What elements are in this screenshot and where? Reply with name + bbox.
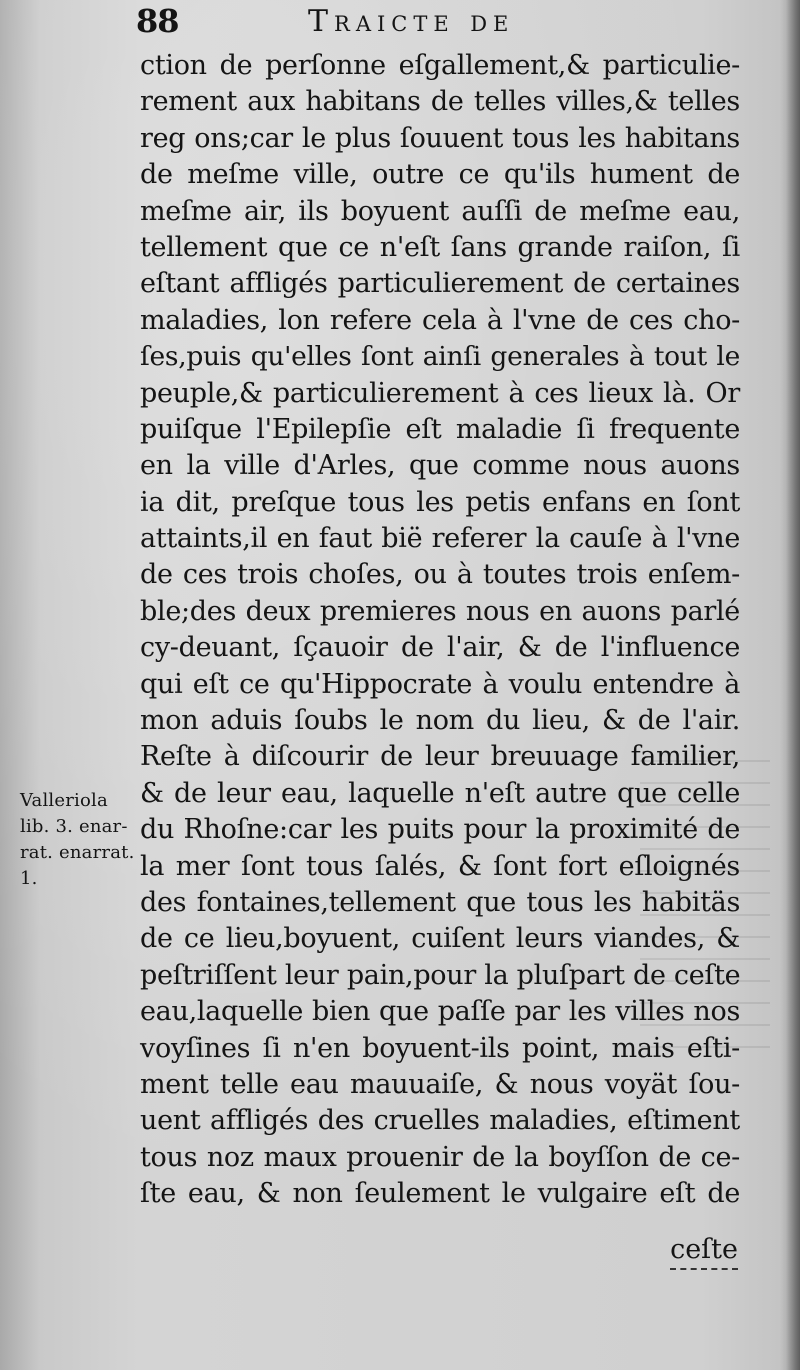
- margin-note: [20, 788, 160, 892]
- margin-note-line: lib. 3. enar-: [20, 816, 128, 837]
- text-line: en la ville d'Arles, que comme nous auons: [140, 450, 740, 482]
- text-line: voyſines ſi n'en boyuent-ils point, mais eſti-: [140, 1032, 740, 1064]
- margin-note-line: 1.: [20, 868, 38, 889]
- text-line: maladies, lon refere cela à l'vne de ces cho-: [140, 304, 740, 336]
- text-line: uent affligés des cruelles maladies, eſtiment: [140, 1105, 740, 1137]
- page-header: [128, 2, 728, 42]
- text-line: peſtriſſent leur pain,pour la pluſpart de ceſte: [140, 959, 741, 991]
- text-line: ction de perſonne eſgallement,& particulie-: [140, 50, 740, 81]
- body-text: [140, 48, 740, 1213]
- text-line: eau,laquelle bien que paſſe par les villes nos: [140, 996, 740, 1028]
- text-line: ſte eau, & non ſeulement le vulgaire eſt de: [140, 1178, 740, 1210]
- page-number: 88: [136, 2, 179, 40]
- text-line: Reſte à diſcourir de leur breuuage familier,: [140, 741, 740, 773]
- text-line: cy-deuant, ſçauoir de l'air, & de l'influence: [140, 632, 740, 664]
- text-line: de ces trois choſes, ou à toutes trois enſem-: [140, 559, 740, 591]
- text-line: ia dit, preſque tous les petis enfans en ſont: [140, 486, 740, 518]
- text-line: ble;des deux premieres nous en auons parlé: [140, 595, 740, 627]
- text-line: ſes,puis qu'elles ſont ainſi generales à tout le: [140, 341, 740, 373]
- text-line: rement aux habitans de telles villes,& telles: [140, 86, 740, 118]
- catchword: ceſte: [670, 1232, 738, 1270]
- text-line: puiſque l'Epilepſie eſt maladie ſi frequente: [140, 413, 740, 445]
- text-line: reg ons;car le plus ſouuent tous les habitans: [140, 122, 740, 154]
- running-head: Traicte de: [308, 4, 515, 39]
- text-line: mon aduis ſoubs le nom du lieu, & de l'air.: [140, 705, 740, 737]
- text-line: de ce lieu,boyuent, cuiſent leurs viandes, &: [140, 923, 740, 955]
- text-line: de meſme ville, outre ce qu'ils hument de: [140, 159, 740, 191]
- text-line: meſme air, ils boyuent auſſi de meſme eau,: [140, 195, 740, 227]
- text-line: ment telle eau mauuaiſe, & nous voyät ſou-: [140, 1068, 740, 1100]
- text-line: peuple,& particulierement à ces lieux là. Or: [140, 377, 740, 409]
- margin-note-line: Valleriola: [20, 790, 108, 811]
- text-line: eſtant affligés particulierement de certaines: [140, 268, 740, 300]
- text-line: du Rhoſne:car les puits pour la proximité de: [140, 814, 740, 846]
- margin-note-line: rat. enarrat.: [20, 842, 135, 863]
- text-line: tellement que ce n'eſt ſans grande raiſon, ſi: [140, 231, 740, 263]
- text-line: qui eſt ce qu'Hippocrate à voulu entendre à: [140, 668, 740, 700]
- text-line: la mer ſont tous ſalés, & ſont fort eſloignés: [140, 850, 740, 882]
- text-line: & de leur eau, laquelle n'eſt autre que celle: [140, 777, 740, 809]
- text-line: attaints,il en faut bië referer la cauſe à l'vne: [140, 523, 740, 555]
- page-edge-shadow: [786, 0, 800, 1370]
- text-line: des fontaines,tellement que tous les habitäs: [140, 886, 740, 918]
- text-line: tous noz maux prouenir de la boyſſon de ce-: [140, 1141, 740, 1173]
